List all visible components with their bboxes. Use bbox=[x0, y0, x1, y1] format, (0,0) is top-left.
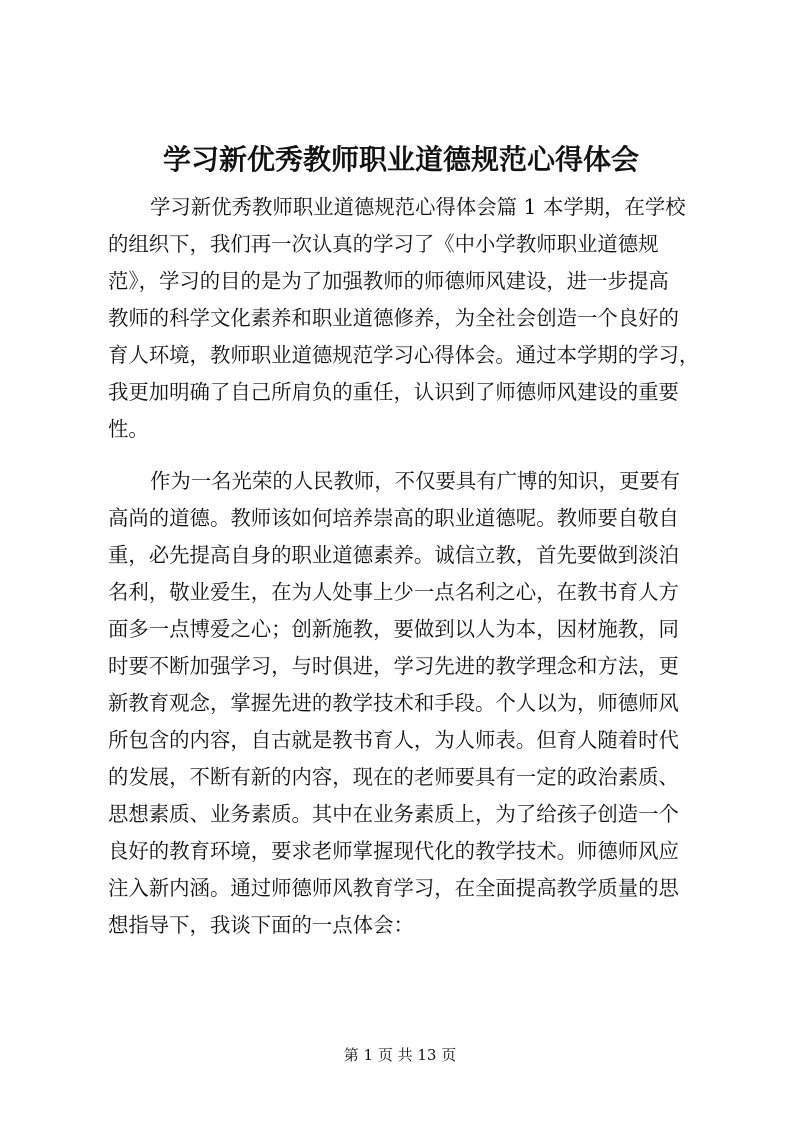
paragraph-1-line: 的组织下，我们再一次认真的学习了《中小学教师职业道德规 bbox=[108, 232, 659, 256]
paragraph-2-line: 作为一名光荣的人民教师，不仅要具有广博的知识，更要有 bbox=[150, 469, 681, 493]
paragraph-1-line: 范》，学习的目的是为了加强教师的师德师风建设，进一步提高 bbox=[108, 269, 669, 293]
paragraph-2-line: 注入新内涵。通过师德师风教育学习，在全面提高教学质量的思 bbox=[108, 876, 679, 900]
paragraph-2-line: 时要不断加强学习，与时俱进，学习先进的教学理念和方法，更 bbox=[108, 654, 679, 678]
paragraph-2-line: 名利，敬业爱生，在为人处事上少一点名利之心，在教书育人方 bbox=[108, 580, 679, 604]
page-number-footer: 第 1 页 共 13 页 bbox=[343, 1046, 457, 1064]
paragraph-2-line: 新教育观念，掌握先进的教学技术和手段。个人以为，师德师风 bbox=[108, 691, 679, 715]
paragraph-2-line: 所包含的内容，自古就是教书育人，为人师表。但育人随着时代 bbox=[108, 728, 679, 752]
paragraph-2-line: 想指导下，我谈下面的一点体会： bbox=[108, 913, 414, 937]
paragraph-1-line: 我更加明确了自己所肩负的重任，认识到了师德师风建设的重要 bbox=[108, 380, 679, 404]
document-title: 学习新优秀教师职业道德规范心得体会 bbox=[162, 143, 639, 176]
paragraph-2-line: 重，必先提高自身的职业道德素养。诚信立教，首先要做到淡泊 bbox=[108, 543, 679, 567]
paragraph-2-line: 的发展，不断有新的内容，现在的老师要具有一定的政治素质、 bbox=[108, 765, 679, 789]
paragraph-1-line: 育人环境，教师职业道德规范学习心得体会。通过本学期的学习， bbox=[108, 343, 700, 367]
paragraph-2-line: 良好的教育环境，要求老师掌握现代化的教学技术。师德师风应 bbox=[108, 839, 679, 863]
paragraph-1-line: 教师的科学文化素养和职业道德修养，为全社会创造一个良好的 bbox=[108, 306, 679, 330]
paragraph-1-line: 学习新优秀教师职业道德规范心得体会篇 1 本学期，在学校 bbox=[150, 195, 686, 219]
paragraph-2-line: 思想素质、业务素质。其中在业务素质上，为了给孩子创造一个 bbox=[108, 802, 679, 826]
paragraph-1-line: 性。 bbox=[108, 417, 149, 441]
paragraph-2-line: 高尚的道德。教师该如何培养崇高的职业道德呢。教师要自敬自 bbox=[108, 506, 679, 530]
paragraph-2-line: 面多一点博爱之心；创新施教，要做到以人为本，因材施教，同 bbox=[108, 617, 679, 641]
